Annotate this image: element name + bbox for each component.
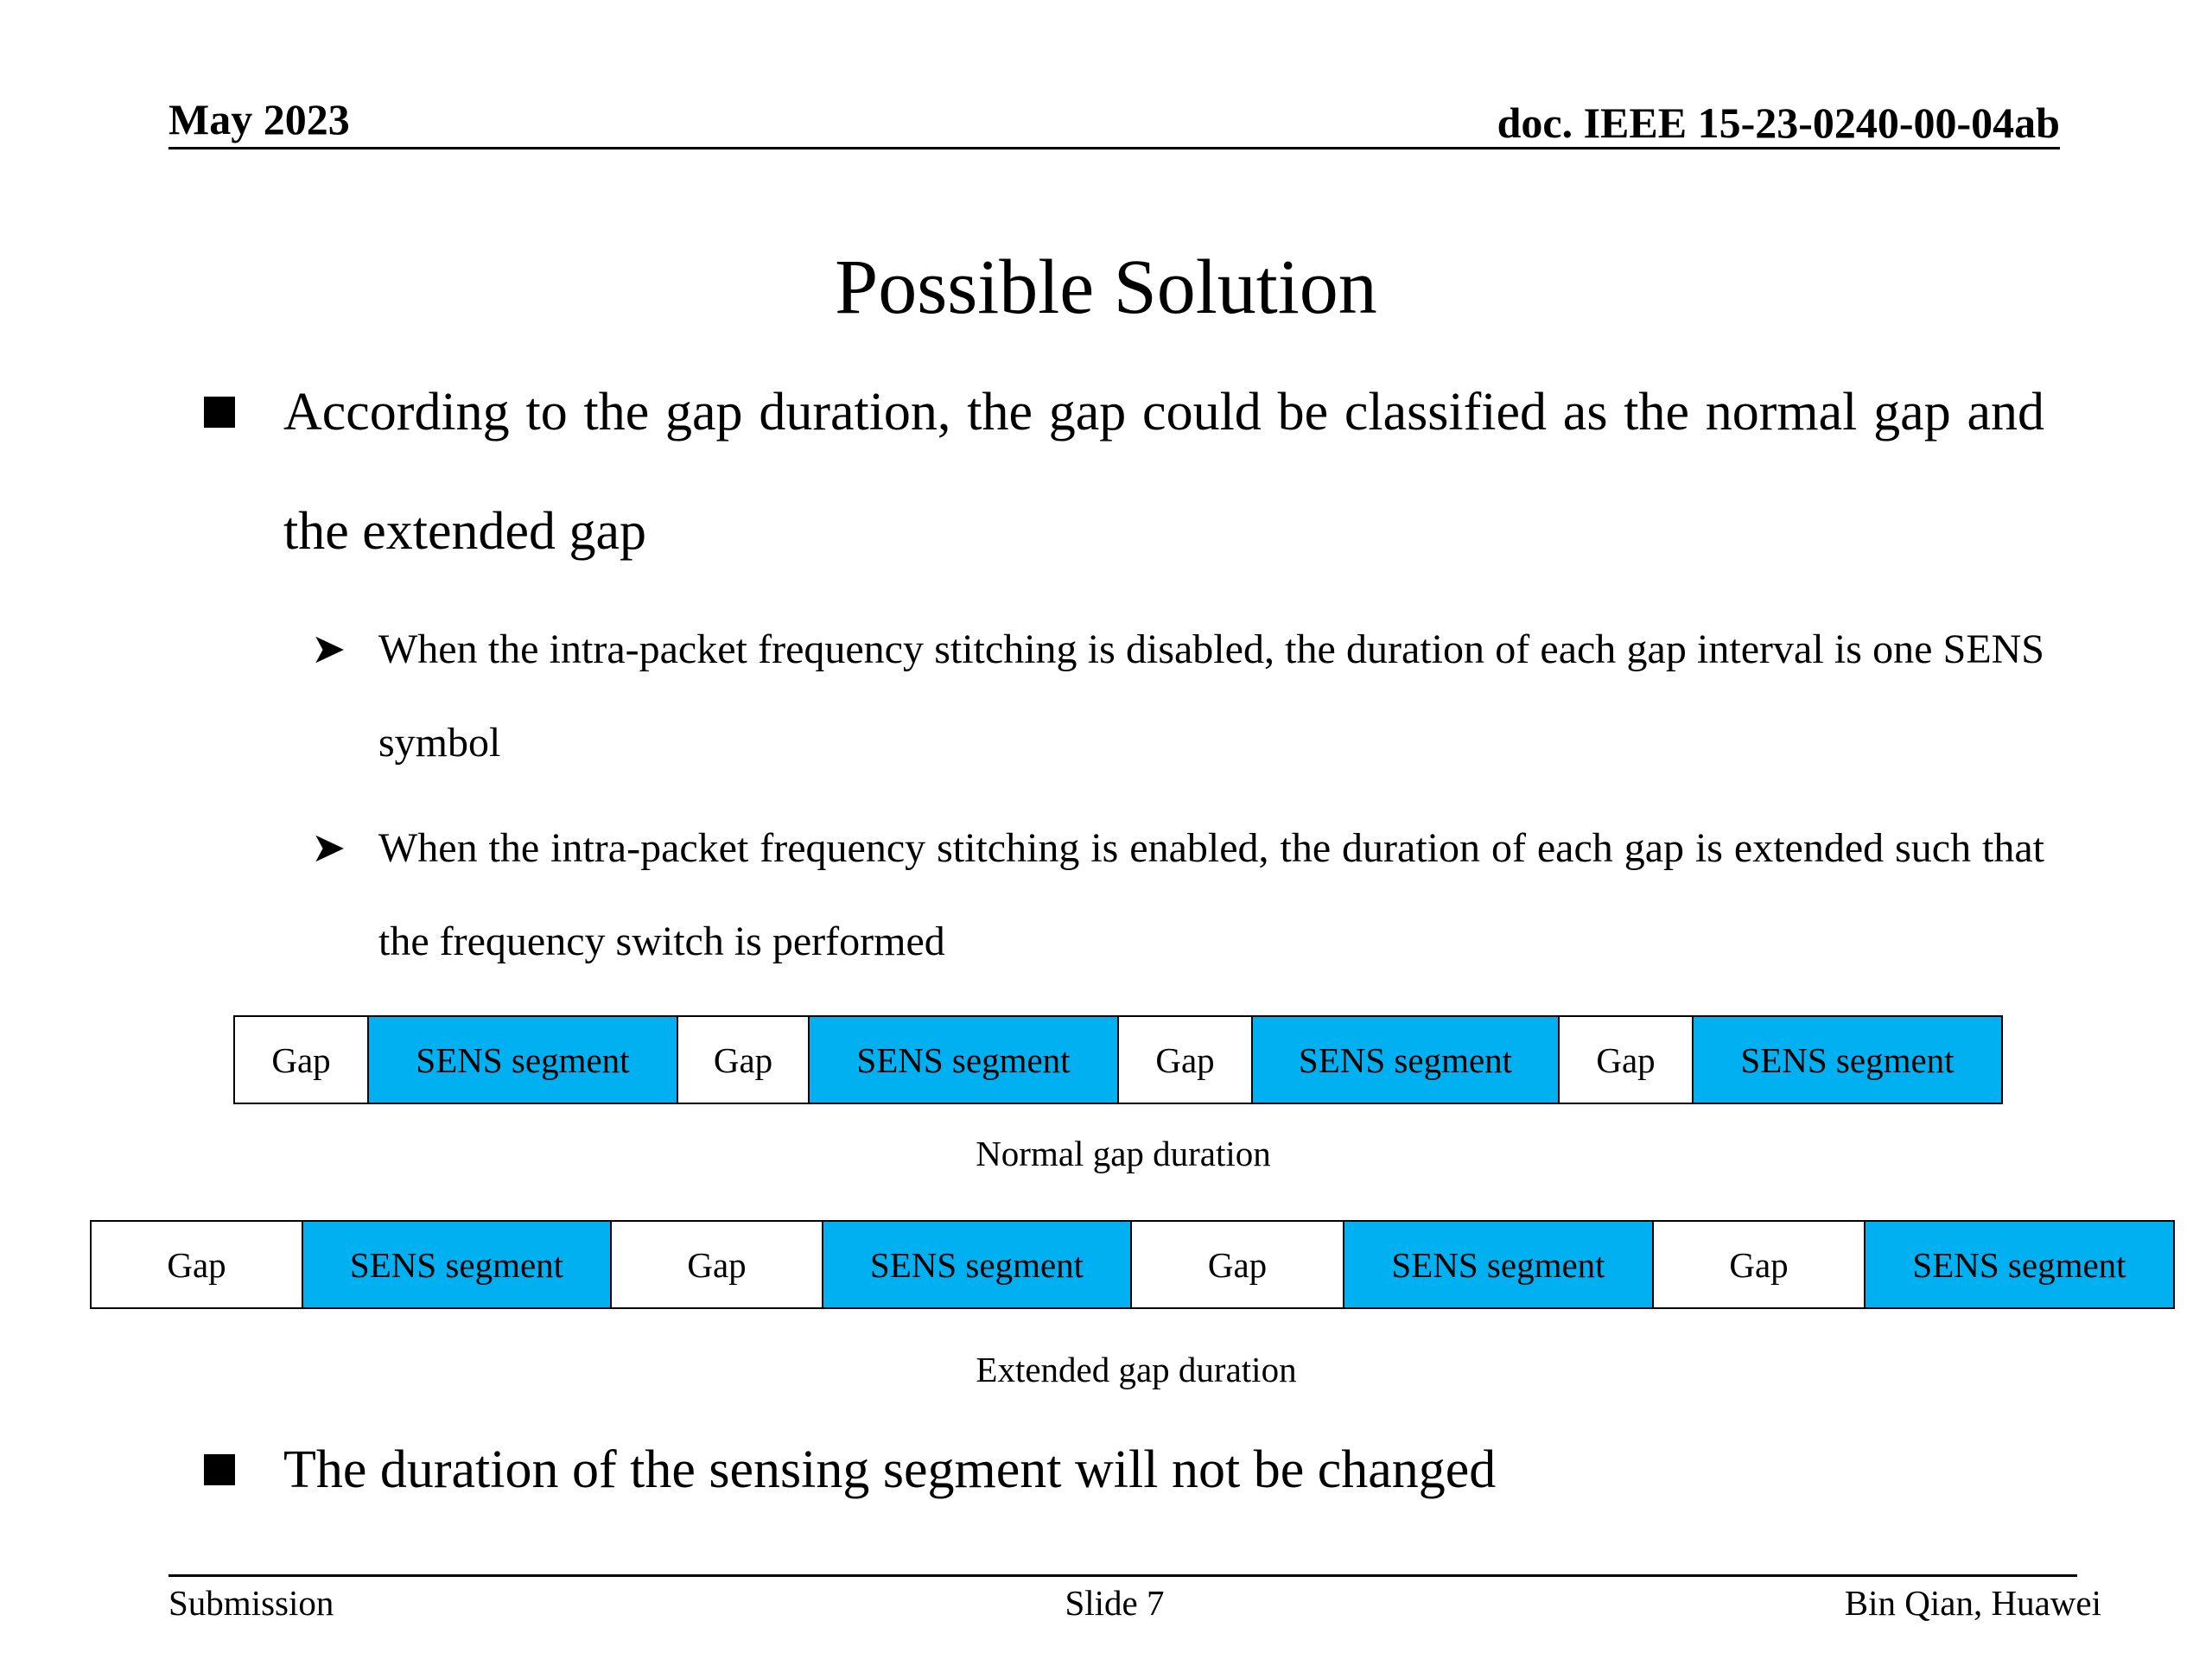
footer-author: Bin Qian, Huawei — [1844, 1583, 2101, 1623]
header-date: May 2023 — [168, 95, 350, 143]
footer-divider — [168, 1574, 2077, 1577]
normal-gap-diagram — [233, 1015, 2003, 1104]
sub-bullet-text-1: When the intra-packet frequency stitching is disabled, the duration of each gap interval is one SENS symbol — [378, 626, 2044, 766]
gap-segment: Gap — [1560, 1017, 1694, 1103]
gap-segment: Gap — [1132, 1222, 1344, 1307]
extended-gap-diagram — [90, 1220, 2175, 1309]
sens-segment: SENS segment — [1694, 1017, 2001, 1103]
gap-segment: Gap — [678, 1017, 810, 1103]
gap-segment: Gap — [235, 1017, 369, 1103]
sens-segment: SENS segment — [1344, 1222, 1654, 1307]
footer-submission: Submission — [168, 1583, 334, 1623]
extended-gap-caption: Extended gap duration — [976, 1350, 1297, 1389]
sens-segment: SENS segment — [810, 1017, 1119, 1103]
footer-slide-number: Slide 7 — [1065, 1583, 1165, 1623]
arrow-bullet-icon: ➤ — [311, 626, 346, 672]
square-bullet-icon — [204, 397, 235, 428]
gap-segment: Gap — [1654, 1222, 1866, 1307]
sens-segment: SENS segment — [823, 1222, 1132, 1307]
header-divider — [168, 147, 2060, 149]
sens-segment: SENS segment — [1866, 1222, 2173, 1307]
square-bullet-icon — [204, 1454, 235, 1485]
bullet-text-1: According to the gap duration, the gap could be classified as the normal gap and the extended gap — [283, 383, 2044, 561]
arrow-bullet-icon: ➤ — [311, 825, 346, 871]
bullet-text-2: The duration of the sensing segment will not be changed — [283, 1440, 1497, 1499]
sens-segment: SENS segment — [1253, 1017, 1560, 1103]
gap-segment: Gap — [1119, 1017, 1253, 1103]
sens-segment: SENS segment — [369, 1017, 678, 1103]
normal-gap-caption: Normal gap duration — [976, 1134, 1271, 1173]
gap-segment: Gap — [612, 1222, 823, 1307]
gap-segment: Gap — [92, 1222, 303, 1307]
header-doc-id: doc. IEEE 15-23-0240-00-04ab — [1497, 99, 2060, 147]
sub-bullet-text-2: When the intra-packet frequency stitching is enabled, the duration of each gap is extended such that the frequency switch is performed — [378, 825, 2044, 964]
slide-title: Possible Solution — [835, 245, 1377, 330]
sens-segment: SENS segment — [303, 1222, 612, 1307]
